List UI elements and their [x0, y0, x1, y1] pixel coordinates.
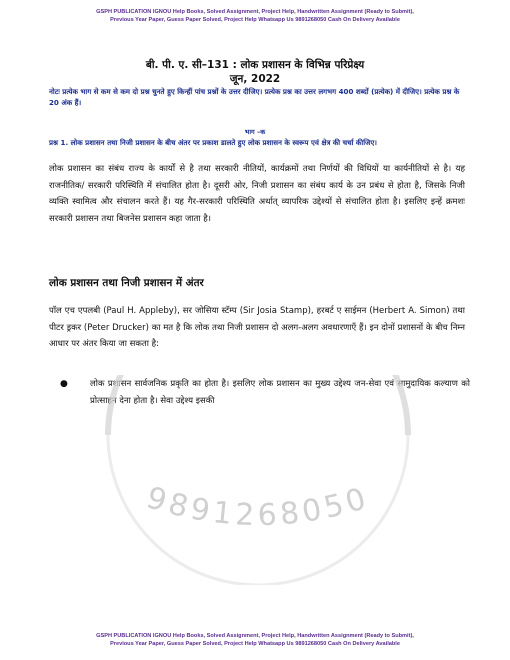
footer-line-2: Previous Year Paper, Guess Paper Solved, Project Help Whatsapp Us 9891268050 Cash On Delivery Available — [110, 641, 400, 647]
bullet-item — [60, 376, 470, 409]
title-line-1: बी. पी. ए. सी–131 : लोक प्रशासन के विभिन्न परिप्रेक्ष्य — [145, 59, 365, 71]
answer-paragraph-2: पॉल एच एपलबी (Paul H. Appleby), सर जोसिया स्टॅम्प (Sir Josia Stamp), हरबर्ट ए साईमन (Herbert A. Simon) तथा पीटर ड्रकर (Peter Drucker) का मत है कि लोक तथा निजी प्रशासन दो अलग-अलग अवधारणाएँ हैं। इन दोनों प्रशासनों के बीच निम्न आधार पर अंतर किया जा सकता है: — [49, 306, 465, 349]
title-line-2: जून, 2022 — [229, 73, 281, 85]
section-heading: लोक प्रशासन तथा निजी प्रशासन में अंतर — [49, 277, 204, 289]
answer-paragraph-1: लोक प्रशासन का संबंध राज्य के कार्यों से है तथा सरकारी नीतियों, कार्यक्रमों तथा निर्णयों की विधियों या कार्यनीतियों से है। यह राजनीतिक/ सरकारी परिस्थिति में संचालित होता है। दूसरी ओर, निजी प्रशासन का संबंध कार्य के उन प्रबंध से होता है, जिसके निजी व्यक्ति स्वामित्व और संचालन करते हैं। यह गैर-सरकारी परिस्थिति अर्थात् व्यापरिक उद्देश्यों से संचालित होता है। इसलिए इन्हें क्रमशः सरकारी प्रशासन तथा बिजनेस प्रशासन कहा जाता है। — [49, 164, 465, 224]
bullet-dot-icon: ● — [60, 379, 68, 389]
header-line-2: Previous Year Paper, Guess Paper Solved, Project Help Whatsapp Us 9891268050 Cash On Delivery Available — [110, 17, 400, 23]
document-title — [0, 58, 510, 86]
watermark-number — [142, 480, 373, 533]
section-label: भाग –क — [244, 128, 266, 136]
watermark-number-path: 9891268050 — [142, 480, 374, 534]
page-header — [0, 8, 510, 24]
bullet-text: लोक प्रशासन सार्वजनिक प्रकृति का होता है। इसलिए लोक प्रशासन का मुख्य उद्देश्य जन-सेवा एवं सामुदायिक कल्याण को प्रोत्साहन देना होता है। सेवा उद्देश्य इसकी — [90, 379, 470, 406]
header-line-1: GSPH PUBLICATION IGNOU Help Books, Solved Assignment, Project Help, Handwritten Assignment (Ready to Submit), — [96, 9, 414, 15]
page-footer — [0, 632, 510, 648]
watermark-ring-icon — [108, 435, 408, 585]
question-1: प्रश्न 1. लोक प्रशासन तथा निजी प्रशासन के बीच अंतर पर प्रकाश डालते हुए लोक प्रशासन के स्वरूप एवं क्षेत्र की चर्चा कीजिए। — [49, 138, 377, 147]
instructions-note: नोटः प्रत्येक भाग से कम से कम दो प्रश्न चुनते हुए किन्हीं पांच प्रश्नों के उत्तर दीजिए। प्रत्येक प्रश्न का उत्तर लगभग 400 शब्दों (प्रत्येक) में दीजिए। प्रत्येक प्रश्न के 20 अंक हैं। — [49, 87, 460, 107]
footer-line-1: GSPH PUBLICATION IGNOU Help Books, Solved Assignment, Project Help, Handwritten Assignment (Ready to Submit), — [96, 633, 414, 639]
